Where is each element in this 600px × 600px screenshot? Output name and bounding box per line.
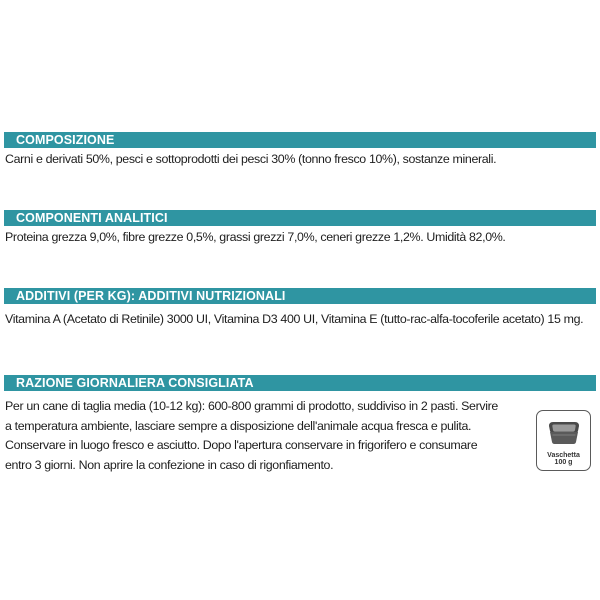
analytical-components-heading: COMPONENTI ANALITICI — [4, 210, 596, 226]
daily-ration-heading: RAZIONE GIORNALIERA CONSIGLIATA — [4, 375, 596, 391]
package-label-weight: 100 g — [554, 459, 573, 466]
additives-heading: ADDITIVI (PER KG): ADDITIVI NUTRIZIONALI — [4, 288, 596, 304]
composition-text: Carni e derivati 50%, pesci e sottoprodotti dei pesci 30% (tonno fresco 10%), sostanze minerali. — [5, 152, 497, 166]
additives-text: Vitamina A (Acetato di Retinile) 3000 UI, Vitamina D3 400 UI, Vitamina E (tutto-rac-alfa-tocoferile acetato) 15 mg. — [5, 312, 584, 326]
analytical-components-text: Proteina grezza 9,0%, fibre grezze 0,5%, grassi grezzi 7,0%, ceneri grezze 1,2%. Umidità 82,0%. — [5, 230, 506, 244]
composition-section — [4, 132, 596, 170]
package-label-type: Vaschetta — [547, 452, 580, 459]
package-badge — [536, 410, 591, 471]
additives-section — [4, 288, 596, 330]
tray-icon — [545, 417, 583, 447]
composition-heading: COMPOSIZIONE — [4, 132, 596, 148]
daily-ration-text: Per un cane di taglia media (10-12 kg): 600-800 grammi di prodotto, suddiviso in 2 pasti. Servire a temperatura ambiente, lasciare sempre a disposizione dell'animale acqua fresca e pulita. Conservare in luogo fresco e asciutto. Dopo l'apertura conservare in frigorifero e consumare entro 3 giorni. Non aprire la confezione in caso di rigonfiamento. — [5, 399, 498, 472]
daily-ration-section — [4, 375, 596, 475]
analytical-components-section — [4, 210, 596, 248]
